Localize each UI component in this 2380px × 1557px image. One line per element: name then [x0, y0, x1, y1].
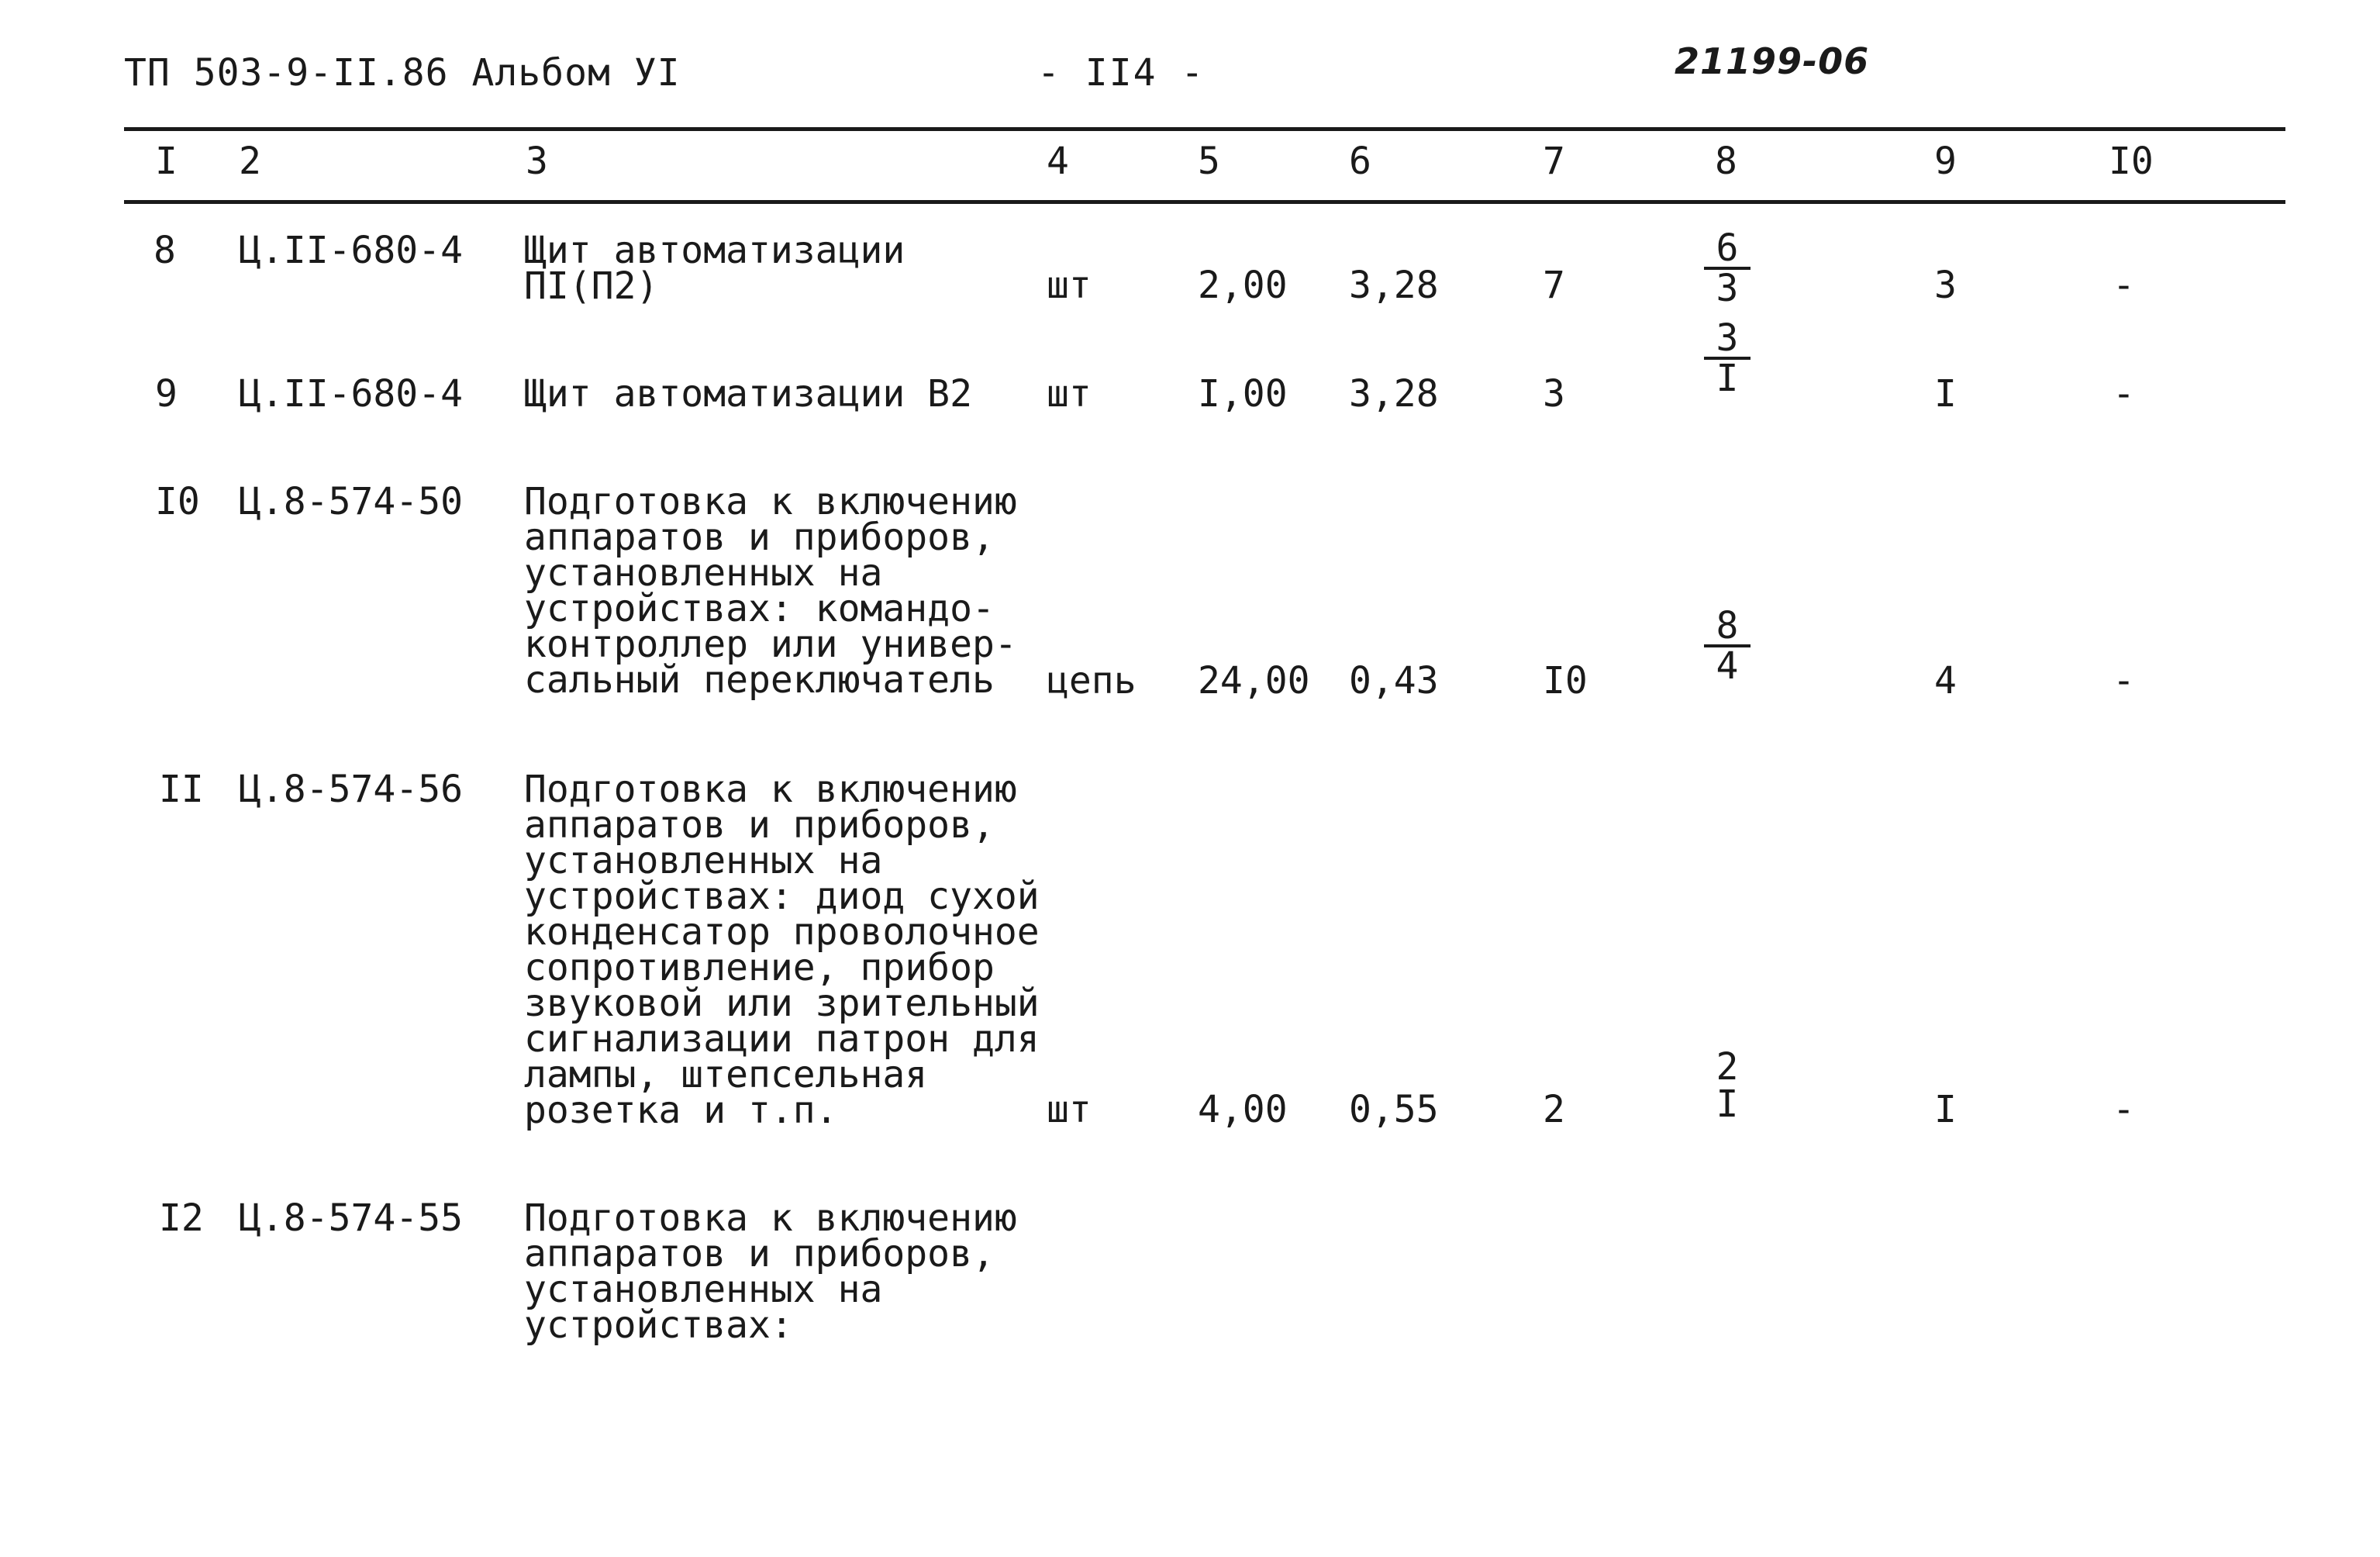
work-description: Подготовка к включению аппаратов и приборов, установленных на устройствах: диод сухой конденсатор проволочное сопротивление, прибор звуковой или зрительный сигнализации патрон для лампы, штепсельная розетка и т.п. — [524, 768, 1040, 1132]
column-10-value: - — [2113, 264, 2135, 307]
fraction-value — [1704, 604, 1751, 688]
quantity: 24,00 — [1198, 659, 1310, 703]
unit: шт — [1047, 264, 1092, 307]
fraction-denominator: I — [1716, 1082, 1739, 1126]
unit: шт — [1047, 1088, 1092, 1131]
price-code: Ц.II-680-4 — [239, 229, 463, 272]
fraction-denominator: 4 — [1716, 644, 1739, 688]
fraction-value — [1704, 1045, 1751, 1126]
column-9-value: I — [1934, 1088, 1957, 1131]
unit: цепь — [1047, 659, 1137, 703]
fraction-value — [1704, 316, 1751, 400]
row-number: II — [159, 768, 204, 811]
column-9-value: 3 — [1934, 264, 1957, 307]
table-header-rule — [124, 200, 2285, 204]
fraction-value — [1704, 226, 1751, 310]
work-description: Подготовка к включению аппаратов и приборов, установленных на устройствах: командо- контроллер или универ- сальный переключатель — [524, 480, 1017, 702]
column-header-10: I0 — [2109, 140, 2154, 183]
fraction-numerator: 2 — [1716, 1045, 1739, 1089]
row-number: 8 — [153, 229, 176, 272]
column-9-value: 4 — [1934, 659, 1957, 703]
fraction-denominator: I — [1716, 357, 1739, 400]
column-header-5: 5 — [1198, 140, 1220, 183]
column-9-value: I — [1934, 372, 1957, 416]
page-number: - II4 - — [1037, 51, 1206, 95]
column-header-4: 4 — [1047, 140, 1069, 183]
work-description: Щит автоматизации В2 — [524, 372, 972, 416]
column-header-9: 9 — [1934, 140, 1957, 183]
column-10-value: - — [2113, 372, 2135, 416]
price-code: Ц.8-574-55 — [239, 1196, 463, 1240]
column-header-8: 8 — [1715, 140, 1737, 183]
column-header-3: 3 — [526, 140, 548, 183]
fraction-numerator: 3 — [1704, 319, 1751, 360]
unit: шт — [1047, 372, 1092, 416]
quantity: 2,00 — [1198, 264, 1288, 307]
column-header-1: I — [155, 140, 178, 183]
total-value: I0 — [1543, 659, 1588, 703]
total-value: 2 — [1543, 1088, 1565, 1131]
inventory-code: 21199-06 — [1675, 40, 1870, 82]
column-header-7: 7 — [1543, 140, 1565, 183]
row-number: I0 — [155, 480, 200, 523]
column-header-6: 6 — [1349, 140, 1371, 183]
price-code: Ц.II-680-4 — [239, 372, 463, 416]
column-header-2: 2 — [239, 140, 261, 183]
norm-value: 0,43 — [1349, 659, 1439, 703]
norm-value: 0,55 — [1349, 1088, 1439, 1131]
total-value: 3 — [1543, 372, 1565, 416]
work-description: Щит автоматизации ПI(П2) — [524, 229, 905, 308]
fraction-denominator: 3 — [1716, 267, 1739, 310]
work-description: Подготовка к включению аппаратов и приборов, установленных на устройствах: — [524, 1196, 1017, 1347]
row-number: I2 — [159, 1196, 204, 1240]
column-10-value: - — [2113, 659, 2135, 703]
row-number: 9 — [155, 372, 178, 416]
document-reference: ТП 503-9-II.86 Альбом УI — [124, 51, 681, 95]
table-top-rule — [124, 127, 2285, 131]
column-10-value: - — [2113, 1088, 2135, 1131]
norm-value: 3,28 — [1349, 372, 1439, 416]
quantity: 4,00 — [1198, 1088, 1288, 1131]
quantity: I,00 — [1198, 372, 1288, 416]
norm-value: 3,28 — [1349, 264, 1439, 307]
price-code: Ц.8-574-56 — [239, 768, 463, 811]
price-code: Ц.8-574-50 — [239, 480, 463, 523]
fraction-numerator: 6 — [1704, 230, 1751, 270]
fraction-numerator: 8 — [1704, 607, 1751, 647]
total-value: 7 — [1543, 264, 1565, 307]
